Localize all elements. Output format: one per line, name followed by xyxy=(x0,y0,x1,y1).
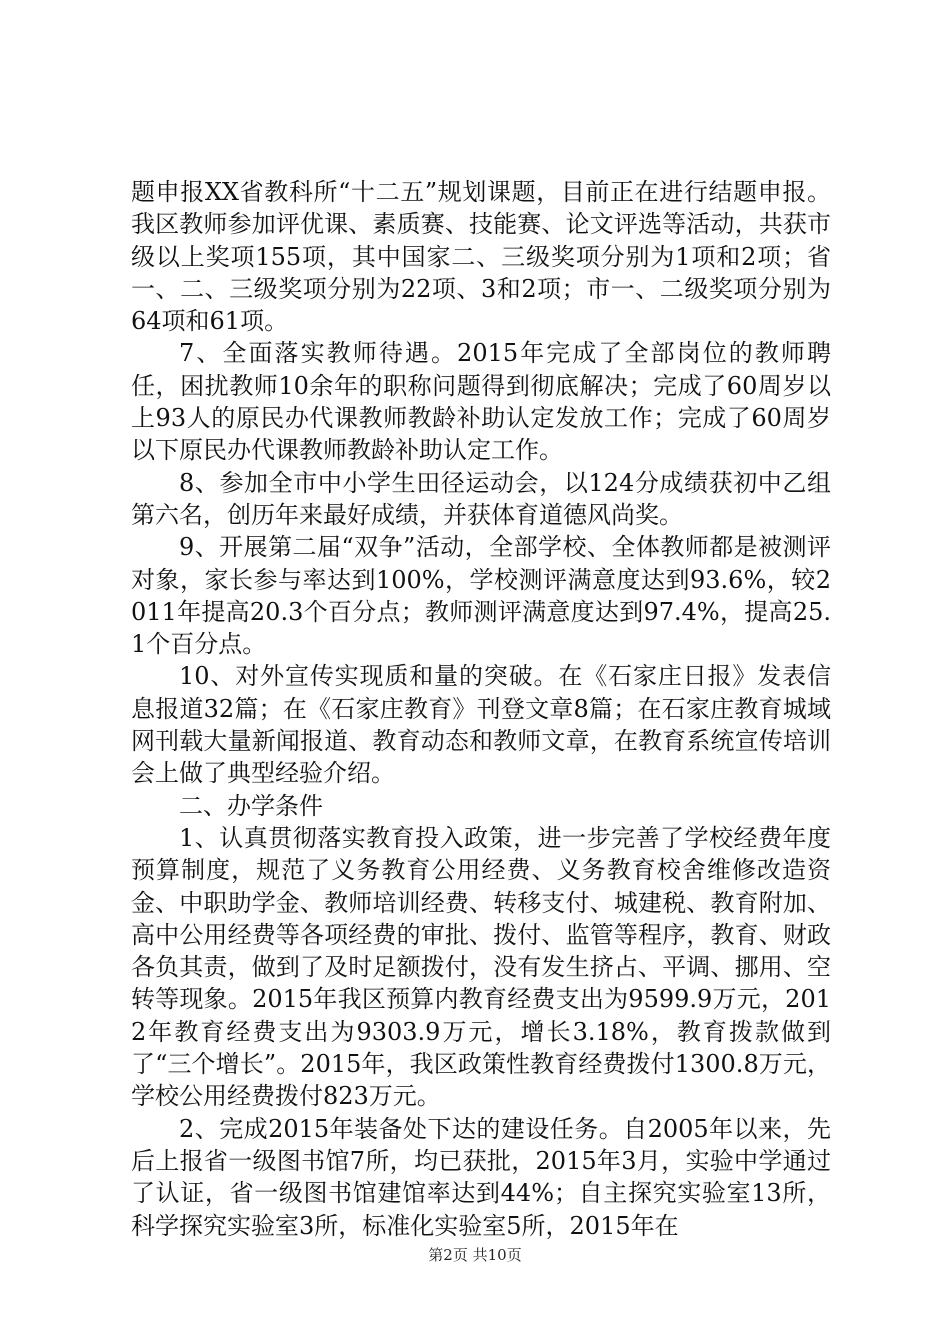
paragraph-3: 8、参加全市中小学生田径运动会，以124分成绩获初中乙组第六名，创历年来最好成绩，并获体育道德风尚奖。 xyxy=(131,468,831,529)
section-heading: 二、办学条件 xyxy=(179,791,323,820)
paragraph-1: 题申报XX省教科所“十二五”规划课题，目前正在进行结题申报。我区教师参加评优课、素质赛、技能赛、论文评选等活动，共获市级以上奖项155项，其中国家二、三级奖项分别为1项和2项；省一、二、三级奖项分别为22项、3和2项；市一、二级奖项分别为64项和61项。 xyxy=(131,178,831,336)
paragraph-5: 10、对外宣传实现质和量的突破。在《石家庄日报》发表信息报道32篇；在《石家庄教育》刊登文章8篇；在石家庄教育城域网刊载大量新闻报道、教育动态和教师文章，在教育系统宣传培训会上做了典型经验介绍。 xyxy=(131,662,831,788)
paragraph-4: 9、开展第二届“双争”活动，全部学校、全体教师都是被测评对象，家长参与率达到100%，学校测评满意度达到93.6%，较2011年提高20.3个百分点；教师测评满意度达到97.4%，提高25.1个百分点。 xyxy=(131,533,831,659)
paragraph-8: 2、完成2015年装备处下达的建设任务。自2005年以来，先后上报省一级图书馆7所，均已获批，2015年3月，实验中学通过了认证，省一级图书馆建馆率达到44%；自主探究实验室13所，科学探究实验室3所，标准化实验室5所，2015年在 xyxy=(131,1114,831,1240)
paragraph-2: 7、全面落实教师待遇。2015年完成了全部岗位的教师聘任，困扰教师10余年的职称问题得到彻底解决；完成了60周岁以上93人的原民办代课教师教龄补助认定发放工作；完成了60周岁以下原民办代课教师教龄补助认定工作。 xyxy=(131,339,831,465)
paragraph-7: 1、认真贯彻落实教育投入政策，进一步完善了学校经费年度预算制度，规范了义务教育公用经费、义务教育校舍维修改造资金、中职助学金、教师培训经费、转移支付、城建税、教育附加、高中公用经费等各项经费的审批、拨付、监管等程序，教育、财政各负其责，做到了及时足额拨付，没有发生挤占、平调、挪用、空转等现象。2015年我区预算内教育经费支出为9599.9万元，2012年教育经费支出为9303.9万元，增长3.18%，教育拨款做到了“三个增长”。2015年，我区政策性教育经费拨付1300.8万元，学校公用经费拨付823万元。 xyxy=(131,823,831,1111)
document-body xyxy=(131,176,831,1242)
page-number-footer: 第2页 共10页 xyxy=(428,1246,522,1264)
